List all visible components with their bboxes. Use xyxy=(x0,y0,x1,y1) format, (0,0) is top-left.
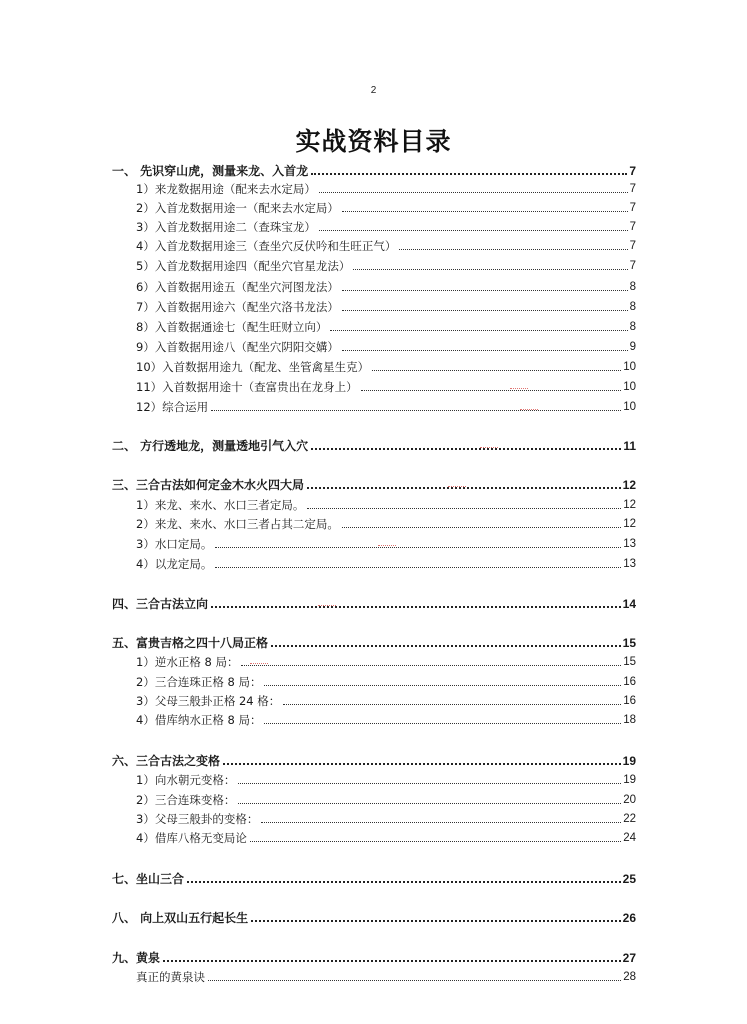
leader-dots xyxy=(342,527,621,528)
leader-dots xyxy=(372,370,621,371)
leader-dots xyxy=(307,508,621,509)
leader-dots xyxy=(307,487,621,489)
toc-entry[interactable] xyxy=(136,181,636,197)
toc-label: 4）以龙定局。 xyxy=(136,557,213,571)
toc-label: 三、三合古法如何定金木水火四大局 xyxy=(112,478,305,492)
toc-label: 2）入首龙数据用途一（配来去水定局） xyxy=(136,201,339,215)
toc-page: 12 xyxy=(623,499,636,511)
toc-page: 22 xyxy=(623,813,636,825)
toc-label: 一、 先识穿山虎，测量来龙、入首龙 xyxy=(112,164,309,178)
toc-label: 6）入首数据用途五（配坐穴河图龙法） xyxy=(136,280,339,294)
toc-page: 8 xyxy=(629,301,636,313)
toc-entry[interactable] xyxy=(136,556,636,572)
toc-label: 4）借库八格无变局论 xyxy=(136,831,247,845)
toc-page: 16 xyxy=(623,676,636,688)
toc-entry[interactable] xyxy=(136,516,636,532)
toc-section[interactable] xyxy=(112,753,636,769)
toc-page: 19 xyxy=(622,754,636,768)
leader-dots xyxy=(215,567,621,568)
toc-label: 五、富贵吉格之四十八局正格 xyxy=(112,636,269,650)
leader-dots xyxy=(264,685,621,686)
toc-entry[interactable] xyxy=(136,969,636,985)
page-title: 实战资料目录 xyxy=(295,127,452,156)
toc-section[interactable] xyxy=(112,438,636,454)
toc-page: 7 xyxy=(629,240,636,252)
toc-page: 25 xyxy=(622,872,636,886)
toc-entry[interactable] xyxy=(136,319,636,335)
toc-label: 10）入首数据用途九（配龙、坐管禽星生克） xyxy=(136,360,370,374)
toc-label: 2）来龙、来水、水口三者占其二定局。 xyxy=(136,517,339,531)
leader-dots xyxy=(187,881,621,883)
toc-label: 九、黄泉 xyxy=(112,951,161,965)
toc-label: 六、三合古法之变格 xyxy=(112,754,221,768)
toc-page: 15 xyxy=(622,636,636,650)
toc-page: 8 xyxy=(629,321,636,333)
leader-dots xyxy=(399,249,627,250)
toc-page: 26 xyxy=(622,911,636,925)
leader-dots xyxy=(311,448,621,450)
toc-section[interactable] xyxy=(112,871,636,887)
toc-page: 12 xyxy=(622,478,636,492)
toc-label: 8）入首数据通途七（配生旺财立向） xyxy=(136,320,328,334)
toc-entry[interactable] xyxy=(136,200,636,216)
toc-page: 16 xyxy=(623,695,636,707)
toc-section[interactable] xyxy=(112,910,636,926)
toc-page: 27 xyxy=(622,951,636,965)
toc-page: 28 xyxy=(623,971,636,983)
leader-dots xyxy=(319,230,628,231)
toc-entry[interactable] xyxy=(136,219,636,235)
toc-page: 13 xyxy=(623,558,636,570)
toc-label: 11）入首数据用途十（查富贵出在龙身上） xyxy=(136,380,358,394)
leader-dots xyxy=(211,410,621,411)
leader-dots xyxy=(342,310,628,311)
toc-entry[interactable] xyxy=(136,693,636,709)
red-scan-mark xyxy=(378,542,396,546)
toc-entry[interactable] xyxy=(136,772,636,788)
toc-page: 8 xyxy=(629,281,636,293)
leader-dots xyxy=(250,841,621,842)
toc-entry[interactable] xyxy=(136,359,636,375)
toc-section[interactable] xyxy=(112,950,636,966)
toc-section[interactable] xyxy=(112,163,636,179)
leader-dots xyxy=(241,665,621,666)
leader-dots xyxy=(330,330,627,331)
toc-label: 二、 方行透地龙，测量透地引气入穴 xyxy=(112,439,309,453)
toc-page: 7 xyxy=(629,164,636,178)
leader-dots xyxy=(223,763,621,765)
leader-dots xyxy=(215,547,621,548)
red-scan-mark xyxy=(318,602,336,606)
toc-entry[interactable] xyxy=(136,712,636,728)
toc-page: 20 xyxy=(623,794,636,806)
toc-entry[interactable] xyxy=(136,654,636,670)
toc-page: 7 xyxy=(629,221,636,233)
toc-label: 3）父母三般卦正格 24 格： xyxy=(136,694,281,708)
toc-entry[interactable] xyxy=(136,830,636,846)
leader-dots xyxy=(342,350,628,351)
toc-entry[interactable] xyxy=(136,674,636,690)
leader-dots xyxy=(311,173,627,175)
toc-page: 14 xyxy=(622,597,636,611)
toc-label: 2）三合连珠变格： xyxy=(136,793,236,807)
leader-dots xyxy=(271,645,621,647)
toc-page: 7 xyxy=(629,260,636,272)
leader-dots xyxy=(342,211,628,212)
toc-page: 7 xyxy=(629,183,636,195)
red-scan-mark xyxy=(520,406,538,410)
toc-entry[interactable] xyxy=(136,811,636,827)
toc-entry[interactable] xyxy=(136,792,636,808)
red-scan-mark xyxy=(480,444,498,448)
leader-dots xyxy=(361,390,622,391)
leader-dots xyxy=(251,920,620,922)
leader-dots xyxy=(163,960,621,962)
toc-entry[interactable] xyxy=(136,299,636,315)
toc-label: 9）入首数据用途八（配坐穴阴阳交媾） xyxy=(136,340,339,354)
toc-page: 10 xyxy=(623,401,636,413)
toc-page: 24 xyxy=(623,832,636,844)
toc-entry[interactable] xyxy=(136,379,636,395)
toc-entry[interactable] xyxy=(136,258,636,274)
toc-page: 7 xyxy=(629,202,636,214)
leader-dots xyxy=(353,269,627,270)
toc-page: 9 xyxy=(629,341,636,353)
toc-label: 4）借库纳水正格 8 局： xyxy=(136,713,262,727)
toc-page: 11 xyxy=(623,439,636,453)
leader-dots xyxy=(211,606,621,608)
leader-dots xyxy=(261,822,621,823)
toc-page: 13 xyxy=(623,538,636,550)
toc-section[interactable] xyxy=(112,477,636,493)
leader-dots xyxy=(238,803,621,804)
toc-label: 1）来龙数据用途（配来去水定局） xyxy=(136,182,316,196)
toc-label: 3）父母三般卦的变格： xyxy=(136,812,259,826)
toc-label: 2）三合连珠正格 8 局： xyxy=(136,675,262,689)
toc-page: 10 xyxy=(623,361,636,373)
toc-section[interactable] xyxy=(112,635,636,651)
leader-dots xyxy=(208,980,621,981)
toc-label: 真正的黄泉诀 xyxy=(136,970,205,984)
toc-label: 4）入首龙数据用途三（查坐穴反伏吟和生旺正气） xyxy=(136,239,397,253)
toc-label: 1）逆水正格 8 局： xyxy=(136,655,239,669)
toc-label: 5）入首龙数据用途四（配坐穴官星龙法） xyxy=(136,259,351,273)
toc-label: 3）水口定局。 xyxy=(136,537,213,551)
toc-label: 3）入首龙数据用途二（查珠宝龙） xyxy=(136,220,316,234)
leader-dots xyxy=(264,723,621,724)
toc-label: 1）向水朝元变格： xyxy=(136,773,236,787)
red-scan-mark xyxy=(510,385,528,389)
toc-page: 15 xyxy=(623,656,636,668)
toc-page: 12 xyxy=(623,518,636,530)
toc-label: 八、 向上双山五行起长生 xyxy=(112,911,249,925)
leader-dots xyxy=(319,192,628,193)
toc-page: 18 xyxy=(623,714,636,726)
toc-entry[interactable] xyxy=(136,497,636,513)
toc-label: 1）来龙、来水、水口三者定局。 xyxy=(136,498,305,512)
red-scan-mark xyxy=(448,483,466,487)
red-scan-mark xyxy=(250,660,268,664)
toc-entry[interactable] xyxy=(136,279,636,295)
toc-label: 12）综合运用 xyxy=(136,400,209,414)
toc-entry[interactable] xyxy=(136,339,636,355)
toc-label: 四、三合古法立向 xyxy=(112,597,209,611)
toc-page: 19 xyxy=(623,774,636,786)
page-number: 2 xyxy=(370,85,377,96)
toc-entry[interactable] xyxy=(136,238,636,254)
leader-dots xyxy=(342,290,628,291)
toc-section[interactable] xyxy=(112,596,636,612)
toc-label: 七、坐山三合 xyxy=(112,872,185,886)
leader-dots xyxy=(283,704,621,705)
leader-dots xyxy=(238,783,621,784)
toc-page: 10 xyxy=(623,381,636,393)
toc-label: 7）入首数据用途六（配坐穴洛书龙法） xyxy=(136,300,339,314)
toc-entry[interactable] xyxy=(136,399,636,415)
